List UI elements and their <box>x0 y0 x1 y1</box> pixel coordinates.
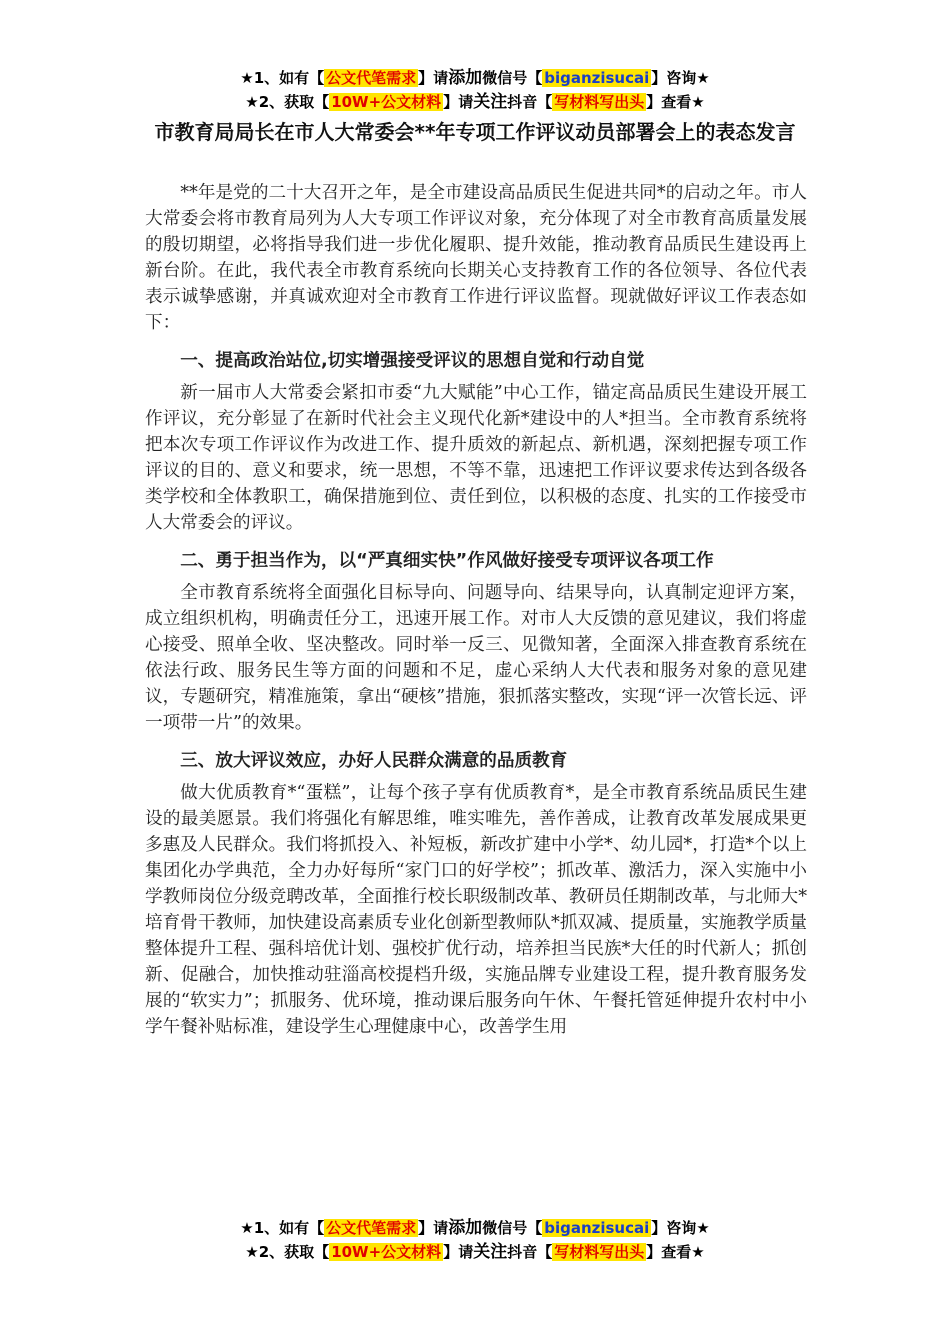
promo-line-1 <box>0 66 950 90</box>
document-title: 市教育局局长在市人大常委会**年专项工作评议动员部署会上的表态发言 <box>154 120 796 144</box>
promo-text: 】咨询★ <box>651 69 710 87</box>
section-paragraph: 新一届市人大常委会紧扣市委“九大赋能”中心工作，锚定高品质民生建设开展工作评议，充分彰显了在新时代社会主义现代化新*建设中的人*担当。全市教育系统将把本次专项工作评议作为改进工作、提升质效的新起点、新机遇，深刻把握专项工作评议的目的、意义和要求，统一思想，不等不靠，迅速把工作评议要求传达到各级各类学校和全体教职工，确保措施到位、责任到位，以积极的态度、扎实的工作接受市人大常委会的评议。 <box>145 383 807 533</box>
bottom-promo-banner <box>0 1216 950 1264</box>
promo-text: 】查看★ <box>646 1243 705 1261</box>
promo-text: 抖音【 <box>507 93 553 111</box>
promo-text: 微信号【 <box>482 69 543 87</box>
promo-highlight: 10W+公文材料 <box>331 93 442 111</box>
section-paragraph: 全市教育系统将全面强化目标导向、问题导向、结果导向，认真制定迎评方案，成立组织机构，明确责任分工，迅速开展工作。对市人大反馈的意见建议，我们将虚心接受、照单全收、坚决整改。同时举一反三、见微知著，全面深入排查教育系统在依法行政、服务民生等方面的问题和不足，虚心采纳人大代表和服务对象的意见建议，专题研究，精准施策，拿出“硬核”措施，狠抓落实整改，实现“评一次管长远、评一项带一片”的效果。 <box>145 583 807 733</box>
top-promo-banner <box>0 66 950 114</box>
promo-douyin-id: 写材料写出头 <box>554 1243 645 1261</box>
promo-emphasis: 关注 <box>473 92 508 112</box>
document-body <box>145 180 807 1040</box>
promo-emphasis: 添加 <box>448 1218 483 1238</box>
promo-text: ★1、如有【 <box>240 69 325 87</box>
promo-text: ★2、获取【 <box>245 93 330 111</box>
promo-emphasis: 添加 <box>448 68 483 88</box>
section-heading: 三、放大评议效应，办好人民群众满意的品质教育 <box>180 751 568 771</box>
promo-emphasis: 关注 <box>473 1242 508 1262</box>
promo-text: ★2、获取【 <box>245 1243 330 1261</box>
promo-text: 】请 <box>418 1219 449 1237</box>
promo-douyin-id: 写材料写出头 <box>554 93 645 111</box>
promo-line-2 <box>0 1240 950 1264</box>
promo-highlight: 公文代笔需求 <box>326 1219 417 1237</box>
promo-text: 微信号【 <box>482 1219 543 1237</box>
promo-text: 】请 <box>443 1243 474 1261</box>
promo-text: 】咨询★ <box>651 1219 710 1237</box>
section-heading: 一、提高政治站位,切实增强接受评议的思想自觉和行动自觉 <box>180 351 645 371</box>
promo-text: 】请 <box>443 93 474 111</box>
promo-text: 抖音【 <box>507 1243 553 1261</box>
promo-text: 】请 <box>418 69 449 87</box>
promo-text: 】查看★ <box>646 93 705 111</box>
section-heading: 二、勇于担当作为，以“严真细实快”作风做好接受专项评议各项工作 <box>180 551 714 571</box>
section-paragraph: 做大优质教育*“蛋糕”，让每个孩子享有优质教育*，是全市教育系统品质民生建设的最美愿景。我们将强化有解思维，唯实唯先，善作善成，让教育改革发展成果更多惠及人民群众。我们将抓投入、补短板，新改扩建中小学*、幼儿园*，打造*个以上集团化办学典范，全力办好每所“家门口的好学校”；抓改革、激活力，深入实施中小学教师岗位分级竞聘改革，全面推行校长职级制改革、教研员任期制改革，与北师大*培育骨干教师，加快建设高素质专业化创新型教师队*抓双减、提质量，实施教学质量整体提升工程、强科培优计划、强校扩优行动，培养担当民族*大任的时代新人；抓创新、促融合，加快推动驻淄高校提档升级，实施品牌专业建设工程，提升教育服务发展的“软实力”；抓服务、优环境，推动课后服务向午休、午餐托管延伸提升农村中小学午餐补贴标准，建设学生心理健康中心，改善学生用 <box>145 783 807 1037</box>
promo-wechat-id: biganzisucai <box>544 1219 650 1237</box>
promo-text: ★1、如有【 <box>240 1219 325 1237</box>
promo-line-2 <box>0 90 950 114</box>
promo-highlight: 公文代笔需求 <box>326 69 417 87</box>
promo-wechat-id: biganzisucai <box>544 69 650 87</box>
promo-line-1 <box>0 1216 950 1240</box>
promo-highlight: 10W+公文材料 <box>331 1243 442 1261</box>
intro-paragraph: **年是党的二十大召开之年，是全市建设高品质民生促进共同*的启动之年。市人大常委会将市教育局列为人大专项工作评议对象，充分体现了对全市教育高质量发展的殷切期望，必将指导我们进一步优化履职、提升效能，推动教育品质民生建设再上新台阶。在此，我代表全市教育系统向长期关心支持教育工作的各位领导、各位代表表示诚挚感谢，并真诚欢迎对全市教育工作进行评议监督。现就做好评议工作表态如下： <box>145 183 807 333</box>
